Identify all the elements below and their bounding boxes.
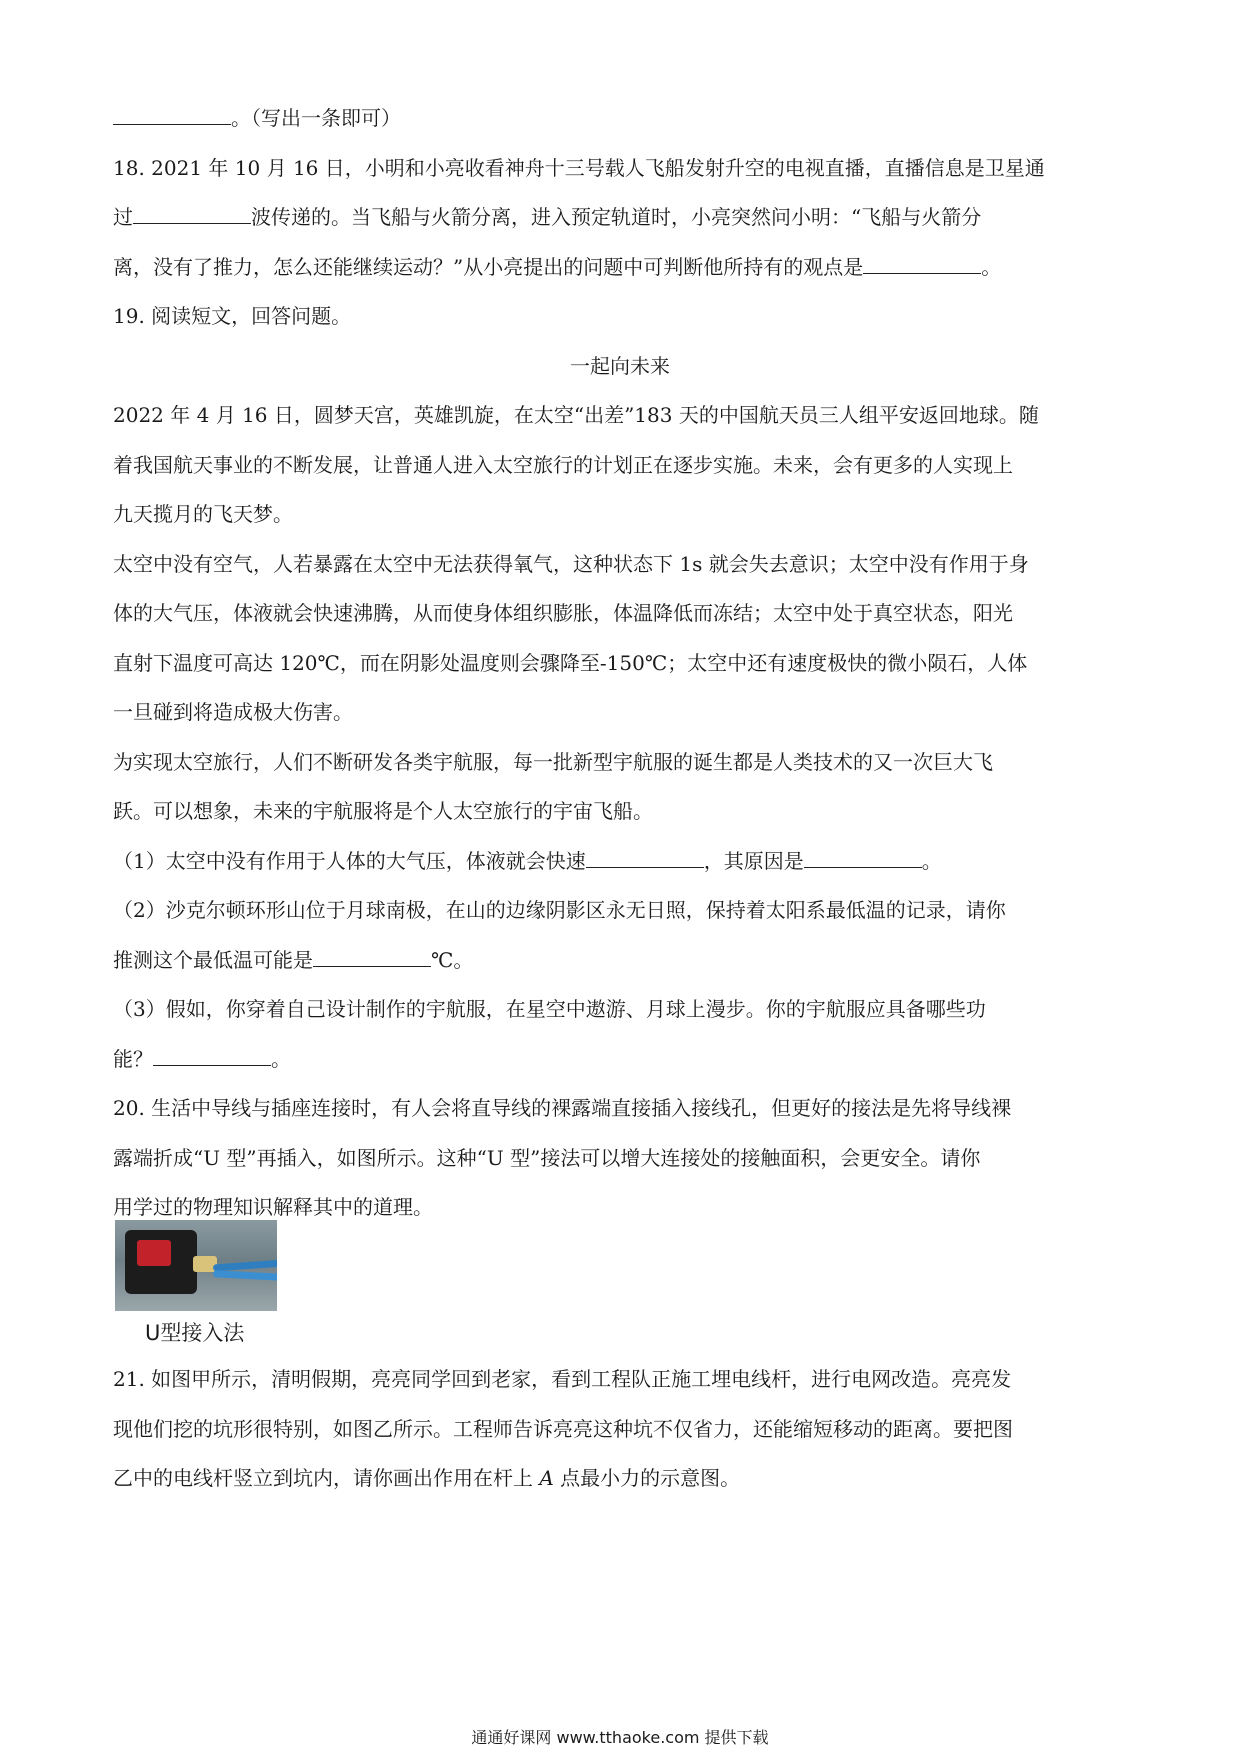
u-type-wiring-photo	[115, 1220, 277, 1311]
page-footer: 通通好课网 www.tthaoke.com 提供下载	[471, 1728, 769, 1747]
q19-p2-line-2: 体的大气压，体液就会快速沸腾，从而使身体组织膨胀，体温降低而冻结；太空中处于真空状态，阳光	[113, 601, 1013, 625]
q18-line-2	[113, 202, 1112, 232]
q19-sub2-post: ℃。	[431, 948, 474, 972]
q18-line-3	[113, 252, 1112, 282]
q21-line3-post: 点最小力的示意图。	[553, 1466, 741, 1490]
answer-blank[interactable]	[153, 1045, 271, 1066]
q21-line-1: 21. 如图甲所示，清明假期，亮亮同学回到老家，看到工程队正施工埋电线杆，进行电网改造。亮亮发	[113, 1367, 1012, 1391]
q19-sub1-mid: ，其原因是	[703, 849, 804, 873]
answer-blank[interactable]	[313, 946, 431, 967]
q19-sub2-pre: 推测这个最低温可能是	[113, 948, 313, 972]
q19-p2-line-1: 太空中没有空气，人若暴露在太空中无法获得氧气，这种状态下 1s 就会失去意识；太空中没有作用于身	[113, 552, 1029, 576]
q19-sub-2-line-1: （2）沙克尔顿环形山位于月球南极，在山的边缘阴影区永无日照，保持着太阳系最低温的记录，请你	[113, 898, 1006, 922]
answer-blank[interactable]	[113, 104, 231, 125]
point-a-label: A	[539, 1466, 554, 1490]
q19-sub-2-line-2	[113, 945, 1112, 975]
q19-intro: 19. 阅读短文，回答问题。	[113, 304, 352, 328]
q19-p3-line-1: 为实现太空旅行，人们不断研发各类宇航服，每一批新型宇航服的诞生都是人类技术的又一次巨大飞	[113, 750, 993, 774]
q20-line-3: 用学过的物理知识解释其中的道理。	[113, 1195, 433, 1219]
q19-sub1-pre: （1）太空中没有作用于人体的大气压，体液就会快速	[113, 849, 586, 873]
q19-sub-3-line-1: （3）假如，你穿着自己设计制作的宇航服，在星空中遨游、月球上漫步。你的宇航服应具备哪些功	[113, 997, 986, 1021]
q21-line-2: 现他们挖的坑形很特别，如图乙所示。工程师告诉亮亮这种坑不仅省力，还能缩短移动的距离。要把图	[113, 1417, 1013, 1441]
q17-tail-line	[113, 103, 1112, 133]
blue-wire-shape	[213, 1270, 277, 1281]
red-switch-shape	[137, 1240, 171, 1266]
q19-p1-line-2: 着我国航天事业的不断发展，让普通人进入太空旅行的计划正在逐步实施。未来，会有更多的人实现上	[113, 453, 1013, 477]
q19-p1-line-3: 九天揽月的飞天梦。	[113, 502, 293, 526]
q18-line2-post: 波传递的。当飞船与火箭分离，进入预定轨道时，小亮突然问小明：“飞船与火箭分	[251, 205, 982, 229]
answer-blank[interactable]	[586, 847, 704, 868]
q19-sub-1	[113, 846, 1112, 876]
q18-line3-post: 。	[981, 255, 1002, 279]
q21-line3-pre: 乙中的电线杆竖立到坑内，请你画出作用在杆上	[113, 1466, 540, 1490]
q19-p2-line-3: 直射下温度可高达 120℃，而在阴影处温度则会骤降至-150℃；太空中还有速度极快的微小陨石，人体	[113, 651, 1028, 675]
q19-sub3-pre: 能？	[113, 1047, 153, 1071]
blue-wire-shape	[213, 1260, 277, 1272]
q17-suffix: 。（写出一条即可）	[231, 106, 401, 130]
answer-blank[interactable]	[804, 847, 922, 868]
q18-line2-pre: 过	[113, 205, 133, 229]
q19-p1-line-1: 2022 年 4 月 16 日，圆梦天宫，英雄凯旋，在太空“出差”183 天的中国航天员三人组平安返回地球。随	[113, 403, 1039, 427]
q18-line-1: 18. 2021 年 10 月 16 日，小明和小亮收看神舟十三号载人飞船发射升空的电视直播，直播信息是卫星通	[113, 156, 1045, 180]
photo-caption: U型接入法	[145, 1321, 245, 1345]
answer-blank[interactable]	[133, 203, 251, 224]
q20-line-1: 20. 生活中导线与插座连接时，有人会将直导线的裸露端直接插入接线孔，但更好的接法是先将导线裸	[113, 1096, 1012, 1120]
q19-p3-line-2: 跃。可以想象，未来的宇航服将是个人太空旅行的宇宙飞船。	[113, 799, 653, 823]
q19-sub3-post: 。	[271, 1047, 291, 1071]
q19-sub1-post: 。	[921, 849, 942, 873]
q19-sub-3-line-2	[113, 1044, 1112, 1074]
q18-line3-pre: 离，没有了推力，怎么还能继续运动？”从小亮提出的问题中可判断他所持有的观点是	[113, 255, 864, 279]
article-title: 一起向未来	[570, 354, 670, 378]
answer-blank[interactable]	[863, 253, 981, 274]
q20-line-2: 露端折成“U 型”再插入，如图所示。这种“U 型”接法可以增大连接处的接触面积，会更安全。请你	[113, 1146, 981, 1170]
q19-p2-line-4: 一旦碰到将造成极大伤害。	[113, 700, 353, 724]
q21-line-3	[113, 1463, 1112, 1493]
